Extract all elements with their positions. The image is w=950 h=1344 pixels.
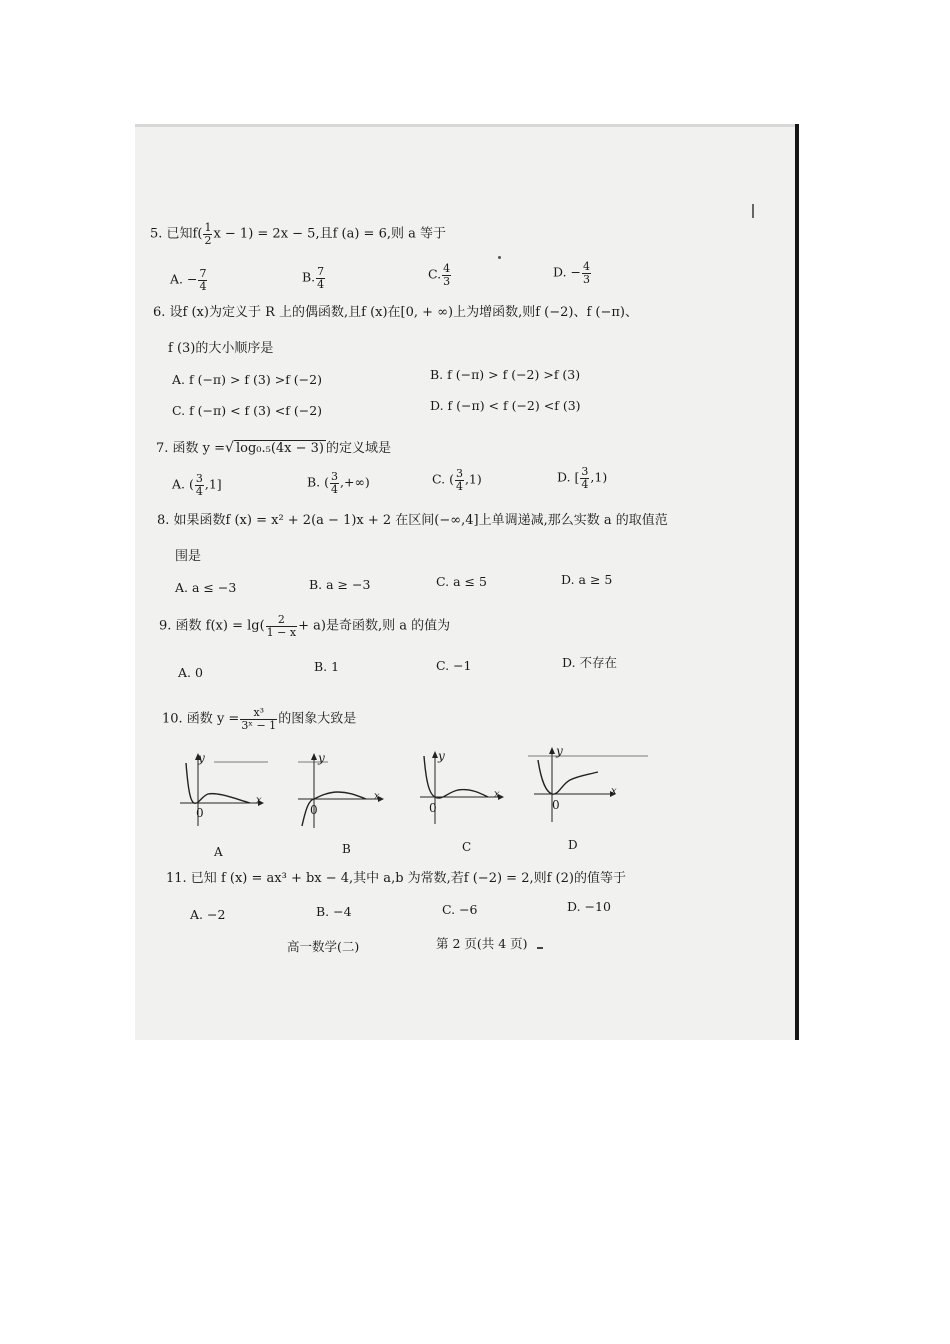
q10-graph-a [178,748,268,828]
q9-stem-fraction: $\frac{2}{1 - x}$ [266,613,297,639]
q8-stem-line1: 8. 如果函数f (x) = x² + 2(a − 1)x + 2 在区间(−∞,4]上单调递减,那么实数 a 的取值范 [157,513,668,528]
curve [186,763,250,803]
q5-option-c: C. $\frac{4}{3}$ [428,262,451,288]
footer-page-number: 第 2 页(共 4 页) [436,936,528,951]
curve [538,760,598,794]
q8-option-a: A. a ≤ −3 [175,580,237,595]
q10-a-label: A [214,845,223,859]
q10-c-y-label: y [438,749,445,763]
q9-option-a: A. 0 [178,665,203,680]
q7-sqrt-expression: log₀.₅(4x − 3) [235,441,325,456]
scan-mark [498,256,501,259]
scan-edge-top [135,124,799,127]
q8-option-b: B. a ≥ −3 [309,577,371,592]
q6-stem-line1: 6. 设f (x)为定义于 R 上的偶函数,且f (x)在[0, + ∞)上为增函数,则f (−2)、f (−π)、 [153,305,638,320]
q10-b-origin: 0 [310,803,318,817]
q10-graph-b [298,748,388,830]
curve [424,756,488,798]
q7-stem: 7. 函数 y =√ log₀.₅(4x − 3) 的定义域是 [156,440,392,456]
q10-b-y-label: y [318,751,325,765]
scan-edge-right [795,124,799,1040]
q10-c-x-label: x [494,789,500,800]
q11-stem: 11. 已知 f (x) = ax³ + bx − 4,其中 a,b 为常数,若f (−2) = 2,则f (2)的值等于 [166,871,626,886]
q8-option-d: D. a ≥ 5 [561,572,613,587]
q6-option-c: C. f (−π) < f (3) <f (−2) [172,403,323,418]
q10-d-y-label: y [556,744,563,758]
q6-option-d: D. f (−π) < f (−2) <f (3) [430,398,581,413]
q10-graph-c [418,746,508,828]
q7-option-a: A. ( $\frac{3}{4}$ ,1] [172,472,222,498]
q5-option-d: D. − $\frac{4}{3}$ [553,260,590,286]
scan-mark [752,204,754,218]
q10-d-x-label: x [611,786,617,797]
q10-d-label: D [568,838,578,852]
q10-c-label: C [462,840,472,854]
y-axis-arrow [549,747,555,754]
q10-b-x-label: x [374,791,380,802]
q11-option-d: D. −10 [567,899,611,914]
q6-option-a: A. f (−π) > f (3) >f (−2) [172,372,322,387]
q10-c-origin: 0 [429,801,437,815]
q5-option-b: B. $\frac{7}{4}$ [302,265,325,291]
q9-option-b: B. 1 [314,659,340,674]
q11-option-b: B. −4 [316,904,352,919]
q7-option-b: B. ( $\frac{3}{4}$ ,+∞) [307,470,370,496]
q6-stem-line2: f (3)的大小顺序是 [168,341,274,356]
q10-a-origin: 0 [196,806,204,820]
y-axis-arrow [311,753,317,760]
q10-b-label: B [342,842,351,856]
q7-option-d: D. [ $\frac{3}{4}$ ,1) [557,465,608,491]
q9-stem: 9. 函数 f(x) = lg( $\frac{2}{1 - x}$ + a)是奇函数,则 a 的值为 [159,613,451,639]
q7-option-c: C. ( $\frac{3}{4}$ ,1) [432,467,482,493]
q8-stem-line2: 围是 [175,549,202,564]
scan-mark [537,947,543,949]
q10-a-x-label: x [256,795,262,806]
q9-option-c: C. −1 [436,658,472,673]
q10-d-origin: 0 [552,798,560,812]
q5-stem-fraction: $\frac{1}{2}$ [204,221,212,247]
q10-stem: 10. 函数 y = $\frac{\text{x³}}{\text{3ˣ − 1}}$ 的图象大致是 [162,706,357,732]
q11-option-c: C. −6 [442,902,478,917]
q9-option-d: D. 不存在 [562,655,618,670]
q5-option-a: A. − $\frac{7}{4}$ [170,267,207,293]
q6-option-b: B. f (−π) > f (−2) >f (3) [430,367,581,382]
footer-subject: 高一数学(二) [287,939,360,954]
q10-a-y-label: y [198,751,205,765]
q11-option-a: A. −2 [190,907,226,922]
q10-graph-d [528,742,650,826]
q8-option-c: C. a ≤ 5 [436,574,487,589]
q10-stem-fraction: $\frac{\text{x³}}{\text{3ˣ − 1}}$ [241,706,277,732]
q5-stem: 5. 已知f( $\frac{1}{2}$ x − 1) = 2x − 5,且f (a) = 6,则 a 等于 [150,221,447,247]
